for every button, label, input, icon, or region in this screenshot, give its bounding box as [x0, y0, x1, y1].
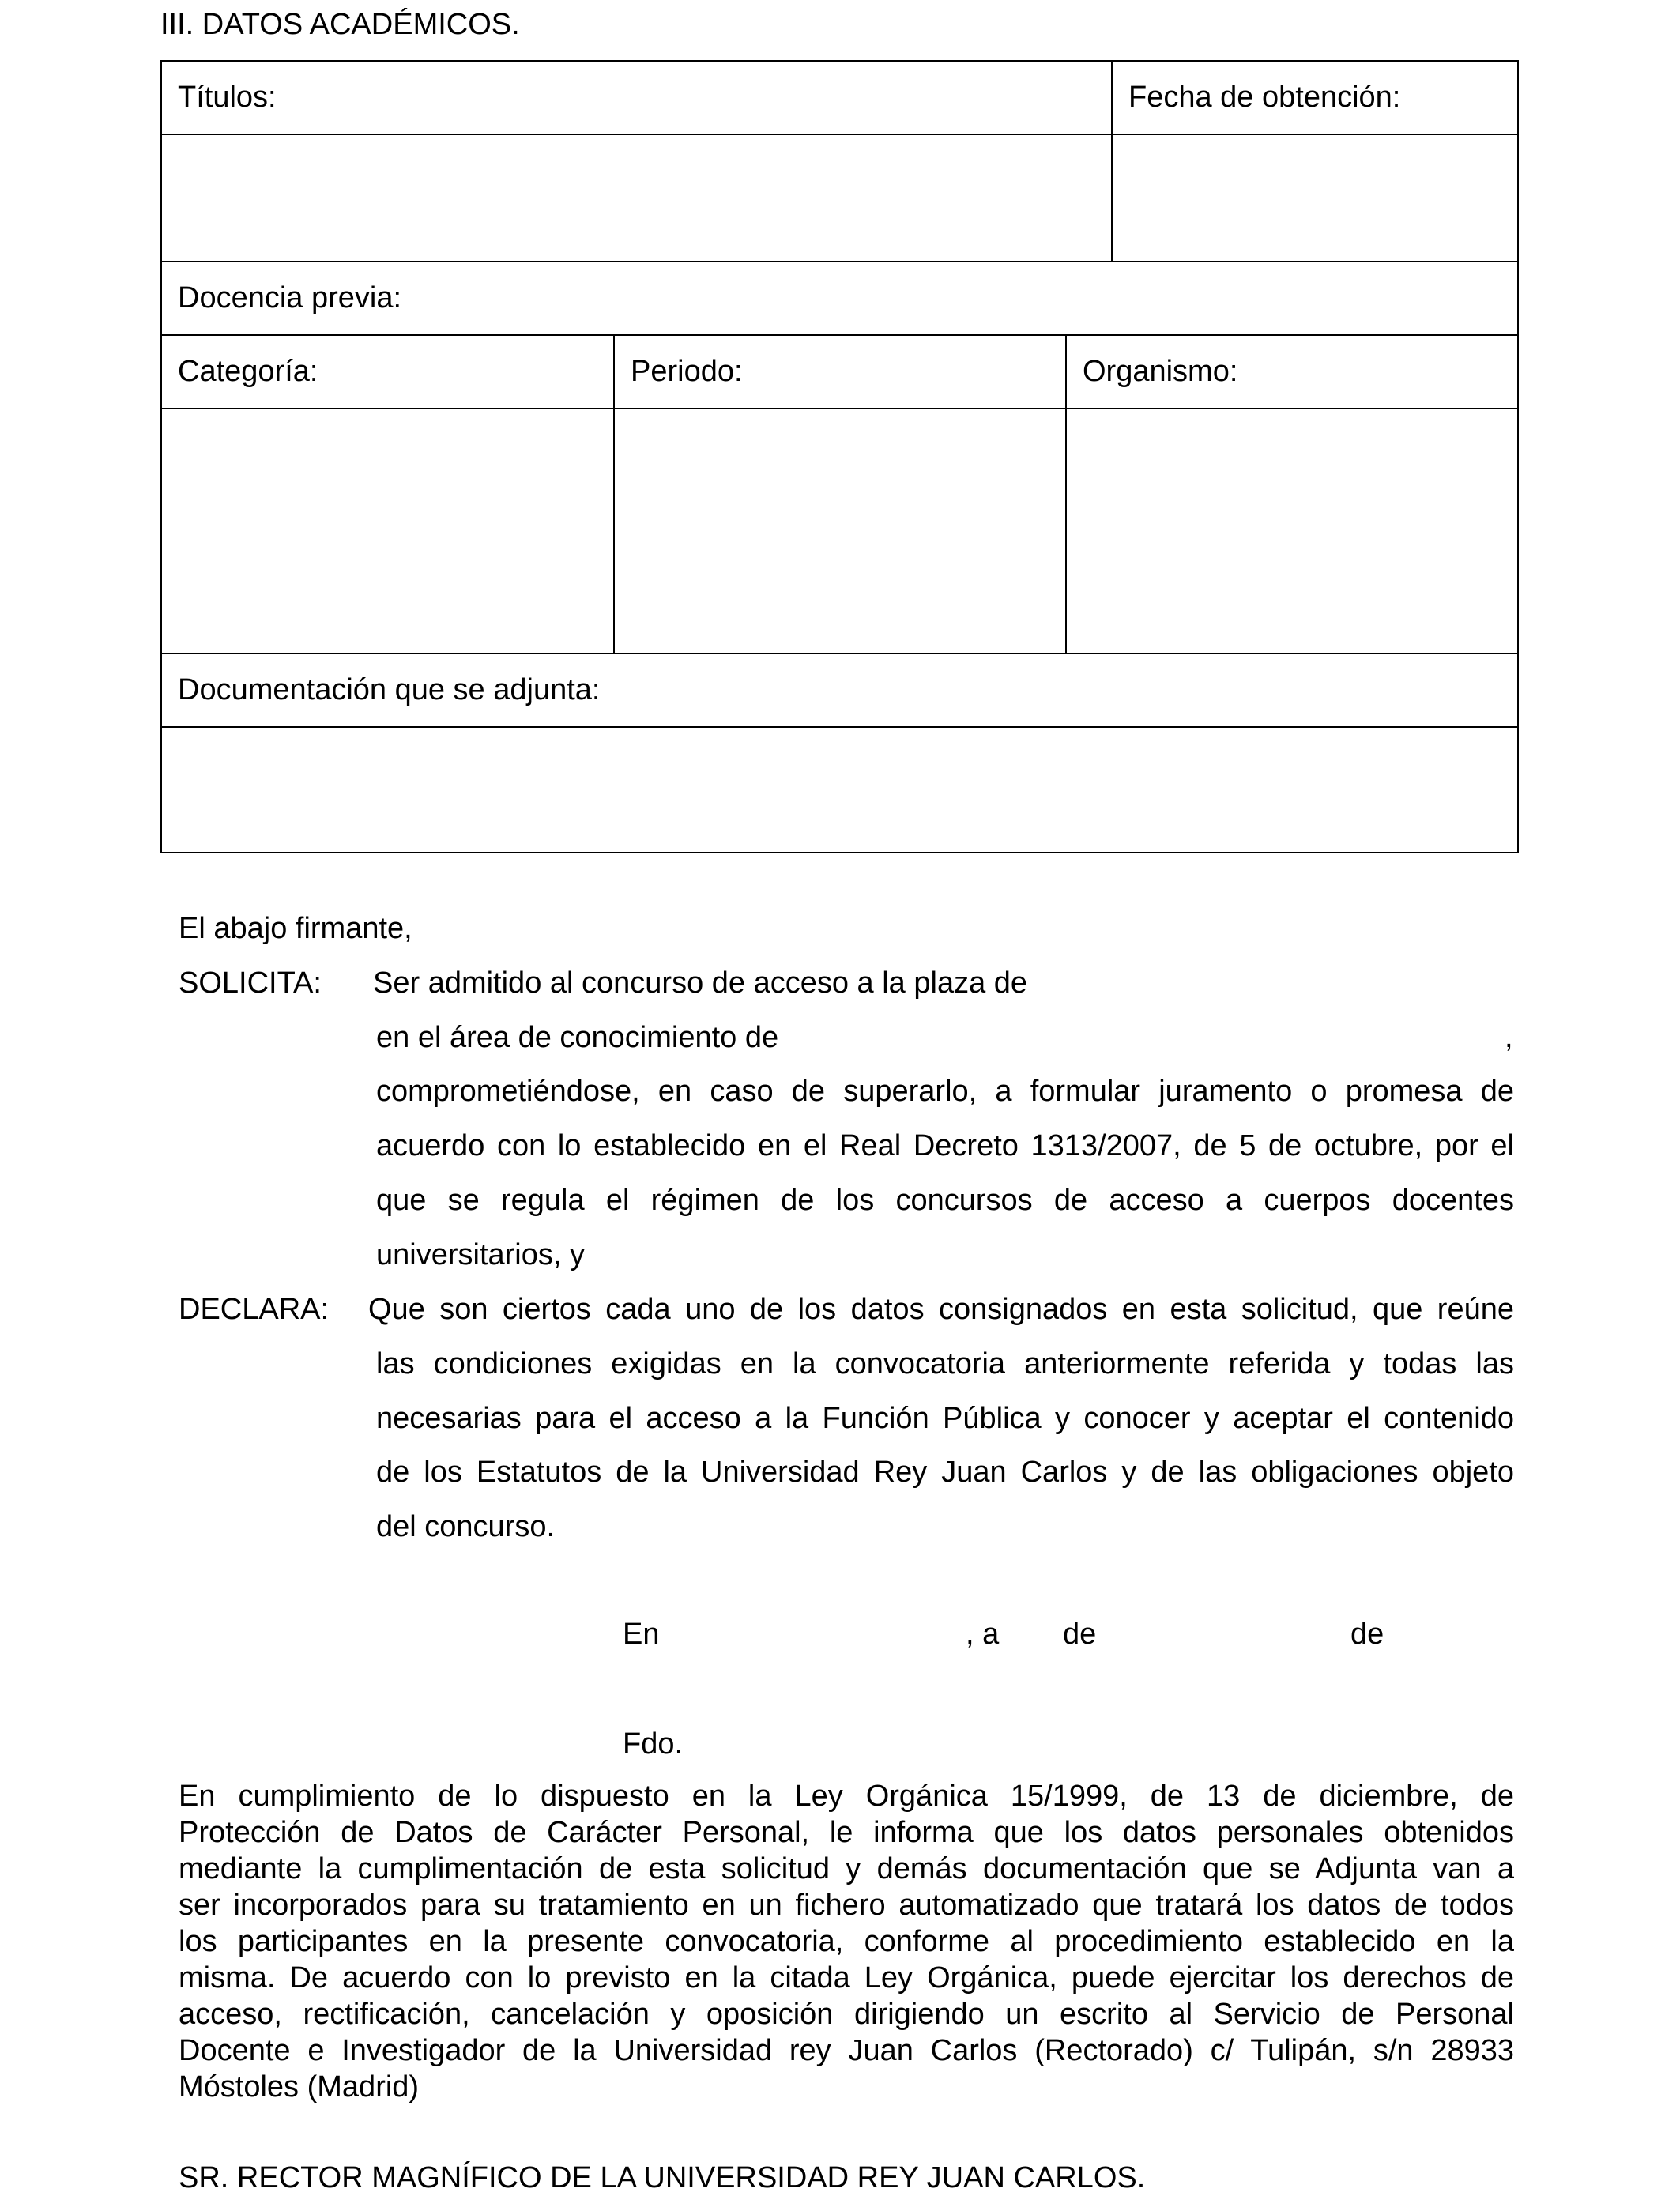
solicita-line-1: Ser admitido al concurso de acceso a la plaza de [373, 966, 1028, 1000]
titulos-label: Títulos: [178, 81, 277, 114]
categoria-label: Categoría: [178, 355, 318, 388]
titulos-field[interactable] [162, 135, 1109, 259]
declara-line-5: del concurso. [376, 1510, 556, 1543]
documentacion-label: Documentación que se adjunta: [178, 673, 601, 706]
solicita-line-3: comprometiéndose, en caso de superarlo, a formular juramento o promesa de [376, 1075, 1514, 1108]
fdo-label: Fdo. [623, 1727, 684, 1761]
declara-line-3: necesarias para el acceso a la Función Pública y conocer y aceptar el contenido [376, 1402, 1514, 1435]
privacy-line: Protección de Datos de Carácter Personal, le informa que los datos personales obtenidos [179, 1816, 1514, 1849]
privacy-line: Docente e Investigador de la Universidad rey Juan Carlos (Rectorado) c/ Tulipán, s/n 28933 [179, 2034, 1514, 2067]
solicita-label: SOLICITA: [179, 966, 322, 1000]
privacy-line: En cumplimiento de lo dispuesto en la Ley Orgánica 15/1999, de 13 de diciembre, de [179, 1780, 1514, 1813]
categoria-field[interactable] [162, 409, 612, 651]
documentacion-field[interactable] [162, 728, 1516, 850]
privacy-line: acceso, rectificación, cancelación y oposición dirigiendo un escrito al Servicio de Personal [179, 1998, 1514, 2031]
solicita-line-5: que se regula el régimen de los concursos de acceso a cuerpos docentes [376, 1184, 1514, 1217]
date-a-label: , a [966, 1618, 1000, 1651]
privacy-line: ser incorporados para su tratamiento en un fichero automatizado que tratará los datos de todos [179, 1889, 1514, 1922]
declara-line-1: Que son ciertos cada uno de los datos consignados en esta solicitud, que reúne [368, 1293, 1514, 1326]
place-en-label: En [623, 1618, 660, 1651]
fecha-obtencion-label: Fecha de obtención: [1128, 81, 1401, 114]
privacy-line: misma. De acuerdo con lo previsto en la citada Ley Orgánica, puede ejercitar los derechos de [179, 1961, 1514, 1994]
periodo-label: Periodo: [631, 355, 743, 388]
declara-line-2: las condiciones exigidas en la convocatoria anteriormente referida y todas las [376, 1347, 1514, 1381]
privacy-line: mediante la cumplimentación de esta solicitud y demás documentación que se Adjunta van a [179, 1852, 1514, 1885]
solicita-line-6: universitarios, y [376, 1238, 585, 1271]
privacy-line: los participantes en la presente convocatoria, conforme al procedimiento establecido en la [179, 1925, 1514, 1958]
privacy-line: Móstoles (Madrid) [179, 2070, 420, 2104]
organismo-field[interactable] [1067, 409, 1516, 651]
date-de-label-2: de [1350, 1618, 1384, 1651]
date-de-label-1: de [1063, 1618, 1097, 1651]
solicita-line-2: en el área de conocimiento de [376, 1021, 779, 1054]
declara-label: DECLARA: [179, 1293, 330, 1326]
intro-text: El abajo firmante, [179, 912, 412, 945]
addressee: SR. RECTOR MAGNÍFICO DE LA UNIVERSIDAD REY JUAN CARLOS. [179, 2161, 1146, 2194]
declara-line-4: de los Estatutos de la Universidad Rey Juan Carlos y de las obligaciones objeto [376, 1456, 1514, 1489]
periodo-field[interactable] [615, 409, 1064, 651]
solicita-line-4: acuerdo con lo establecido en el Real Decreto 1313/2007, de 5 de octubre, por el [376, 1129, 1514, 1162]
solicita-line-2-comma: , [1505, 1021, 1513, 1054]
fecha-obtencion-field[interactable] [1113, 135, 1516, 259]
privacy-notice [179, 1778, 1514, 2105]
docencia-previa-label: Docencia previa: [178, 281, 402, 315]
section-title: III. DATOS ACADÉMICOS. [160, 8, 520, 41]
organismo-label: Organismo: [1083, 355, 1238, 388]
